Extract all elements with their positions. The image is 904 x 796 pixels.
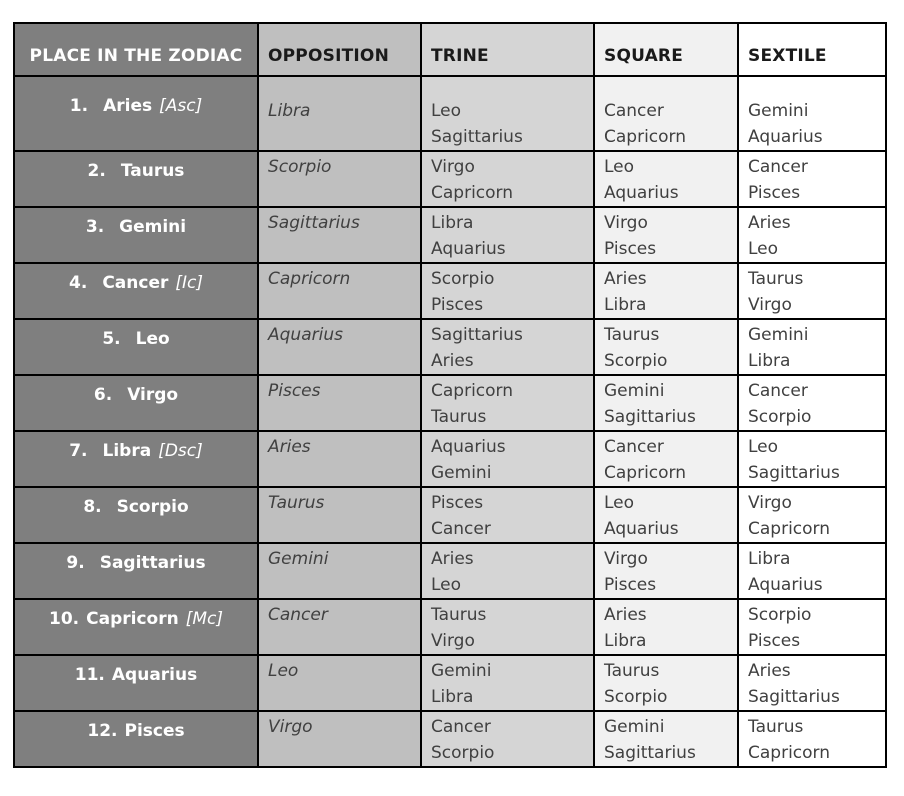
place-cell [14,599,258,655]
zodiac-row [14,375,886,431]
sextile-cell [738,543,886,599]
sign-name: Cancer [102,273,169,293]
opposition-cell [258,655,421,711]
place-cell [14,655,258,711]
sign-angle-tag: [Mc] [185,609,223,629]
trine-sign-line: Leo [431,575,462,595]
sign-name: Sagittarius [99,553,206,573]
square-cell [594,711,738,767]
square-sign-line: Pisces [604,239,657,259]
sextile-cell [738,76,886,151]
sextile-sign-line: Pisces [748,631,801,651]
sextile-sign-line: Libra [748,549,791,569]
trine-cell [421,543,594,599]
row-number: 10. [49,609,80,629]
place-cell [14,76,258,151]
sextile-cell [738,487,886,543]
row-number: 4. [69,273,88,293]
trine-sign-line: Pisces [431,295,484,315]
row-number: 5. [102,329,121,349]
sign-name: Gemini [119,217,187,237]
sextile-sign-line: Gemini [748,325,809,345]
place-cell [14,375,258,431]
row-number: 6. [93,385,113,405]
square-cell [594,263,738,319]
trine-sign-line: Capricorn [431,183,514,203]
sextile-sign-line: Scorpio [748,407,812,427]
opposition-cell [258,207,421,263]
square-sign-line: Capricorn [604,127,687,147]
trine-sign-line: Virgo [431,631,475,651]
sign-angle-tag: [Dsc] [158,441,203,461]
sextile-sign-line: Sagittarius [748,687,840,707]
square-cell [594,375,738,431]
sextile-sign-line: Gemini [748,101,809,121]
square-sign-line: Aquarius [604,519,679,539]
row-number: 12. [87,721,118,741]
sextile-cell [738,207,886,263]
zodiac-row [14,207,886,263]
opposition-sign: Virgo [268,717,313,737]
opposition-cell [258,487,421,543]
header-trine: TRINE [421,23,594,76]
square-sign-line: Leo [604,157,635,177]
sign-name: Capricorn [86,609,179,629]
square-sign-line: Pisces [604,575,657,595]
row-number: 2. [87,161,106,181]
square-sign-line: Aries [604,605,647,625]
sextile-sign-line: Leo [748,437,779,457]
opposition-cell [258,599,421,655]
sign-angle-tag: [Ic] [175,273,203,293]
opposition-sign: Leo [268,661,299,681]
square-cell [594,319,738,375]
trine-cell [421,655,594,711]
opposition-sign: Pisces [268,381,321,401]
zodiac-aspects-table [13,22,887,768]
sextile-sign-line: Virgo [748,493,792,513]
opposition-sign: Aries [268,437,311,457]
trine-cell [421,431,594,487]
square-sign-line: Cancer [604,437,664,457]
square-sign-line: Leo [604,493,635,513]
trine-cell [421,151,594,207]
zodiac-row [14,655,886,711]
opposition-cell [258,711,421,767]
square-cell [594,543,738,599]
header-square: SQUARE [594,23,738,76]
sextile-cell [738,431,886,487]
zodiac-row [14,151,886,207]
trine-sign-line: Aries [431,549,474,569]
square-sign-line: Sagittarius [604,407,696,427]
sign-name: Leo [135,329,170,349]
opposition-cell [258,375,421,431]
sextile-sign-line: Aries [748,661,791,681]
square-sign-line: Virgo [604,213,648,233]
trine-cell [421,207,594,263]
zodiac-row [14,319,886,375]
sign-name: Aquarius [111,665,198,685]
sextile-sign-line: Virgo [748,295,792,315]
trine-sign-line: Libra [431,687,474,707]
row-number: 3. [85,217,105,237]
opposition-cell [258,263,421,319]
zodiac-row [14,711,886,767]
square-cell [594,76,738,151]
square-cell [594,487,738,543]
header-place-in-the-zodiac: PLACE IN THE ZODIAC [14,23,258,76]
trine-cell [421,319,594,375]
sign-name: Virgo [127,385,179,405]
trine-sign-line: Scorpio [431,269,495,289]
opposition-sign: Gemini [268,549,329,569]
square-sign-line: Aries [604,269,647,289]
square-sign-line: Libra [604,295,647,315]
opposition-sign: Libra [268,101,311,121]
place-cell [14,263,258,319]
trine-sign-line: Taurus [431,407,487,427]
square-cell [594,599,738,655]
sextile-sign-line: Scorpio [748,605,812,625]
row-number: 11. [74,665,105,685]
opposition-sign: Taurus [268,493,325,513]
row-number: 7. [69,441,88,461]
sextile-sign-line: Pisces [748,183,801,203]
zodiac-row [14,431,886,487]
square-cell [594,207,738,263]
trine-sign-line: Libra [431,213,474,233]
square-sign-line: Scorpio [604,351,668,371]
sextile-sign-line: Cancer [748,381,808,401]
sextile-sign-line: Capricorn [748,519,831,539]
trine-sign-line: Gemini [431,463,492,483]
sign-name: Scorpio [116,497,189,517]
opposition-cell [258,319,421,375]
trine-sign-line: Cancer [431,519,491,539]
opposition-cell [258,76,421,151]
header-sextile: SEXTILE [738,23,886,76]
header-row [14,23,886,76]
opposition-sign: Aquarius [268,325,343,345]
sextile-cell [738,263,886,319]
trine-sign-line: Capricorn [431,381,514,401]
sextile-cell [738,319,886,375]
trine-sign-line: Pisces [431,493,484,513]
place-cell [14,543,258,599]
sign-name: Pisces [124,721,185,741]
header-opposition: OPPOSITION [258,23,421,76]
square-sign-line: Virgo [604,549,648,569]
sextile-cell [738,711,886,767]
trine-sign-line: Gemini [431,661,492,681]
place-cell [14,487,258,543]
place-cell [14,151,258,207]
place-cell [14,207,258,263]
opposition-sign: Cancer [268,605,328,625]
zodiac-row [14,487,886,543]
document-page [0,22,904,796]
sextile-sign-line: Taurus [748,717,804,737]
trine-sign-line: Aquarius [431,437,506,457]
sextile-sign-line: Capricorn [748,743,831,763]
square-sign-line: Gemini [604,381,665,401]
square-sign-line: Taurus [604,661,660,681]
trine-cell [421,487,594,543]
sextile-cell [738,151,886,207]
sextile-cell [738,655,886,711]
zodiac-row [14,76,886,151]
trine-sign-line: Leo [431,101,462,121]
sextile-sign-line: Aquarius [748,575,823,595]
trine-cell [421,599,594,655]
trine-sign-line: Sagittarius [431,325,523,345]
square-sign-line: Gemini [604,717,665,737]
square-cell [594,151,738,207]
sextile-sign-line: Leo [748,239,779,259]
zodiac-row [14,263,886,319]
trine-cell [421,76,594,151]
trine-cell [421,263,594,319]
row-number: 9. [66,553,85,573]
opposition-sign: Capricorn [268,269,351,289]
sextile-sign-line: Cancer [748,157,808,177]
trine-sign-line: Scorpio [431,743,495,763]
place-cell [14,319,258,375]
place-cell [14,711,258,767]
trine-cell [421,375,594,431]
row-number: 1. [69,95,89,116]
square-sign-line: Cancer [604,101,664,121]
zodiac-row [14,543,886,599]
square-cell [594,655,738,711]
trine-sign-line: Virgo [431,157,475,177]
opposition-sign: Sagittarius [268,213,360,233]
sextile-sign-line: Taurus [748,269,804,289]
sign-name: Taurus [120,161,185,181]
trine-sign-line: Aquarius [431,239,506,259]
sign-angle-tag: [Asc] [159,95,203,116]
opposition-cell [258,431,421,487]
square-sign-line: Taurus [604,325,660,345]
sextile-cell [738,375,886,431]
trine-sign-line: Cancer [431,717,491,737]
trine-sign-line: Aries [431,351,474,371]
square-cell [594,431,738,487]
sextile-sign-line: Libra [748,351,791,371]
trine-cell [421,711,594,767]
sign-name: Aries [103,95,153,116]
opposition-sign: Scorpio [268,157,332,177]
row-number: 8. [83,497,102,517]
trine-sign-line: Sagittarius [431,127,523,147]
square-sign-line: Libra [604,631,647,651]
square-sign-line: Aquarius [604,183,679,203]
place-cell [14,431,258,487]
sextile-sign-line: Aries [748,213,791,233]
trine-sign-line: Taurus [431,605,487,625]
sign-name: Libra [102,441,152,461]
sextile-cell [738,599,886,655]
opposition-cell [258,151,421,207]
square-sign-line: Sagittarius [604,743,696,763]
sextile-sign-line: Aquarius [748,127,823,147]
opposition-cell [258,543,421,599]
square-sign-line: Capricorn [604,463,687,483]
zodiac-row [14,599,886,655]
square-sign-line: Scorpio [604,687,668,707]
sextile-sign-line: Sagittarius [748,463,840,483]
